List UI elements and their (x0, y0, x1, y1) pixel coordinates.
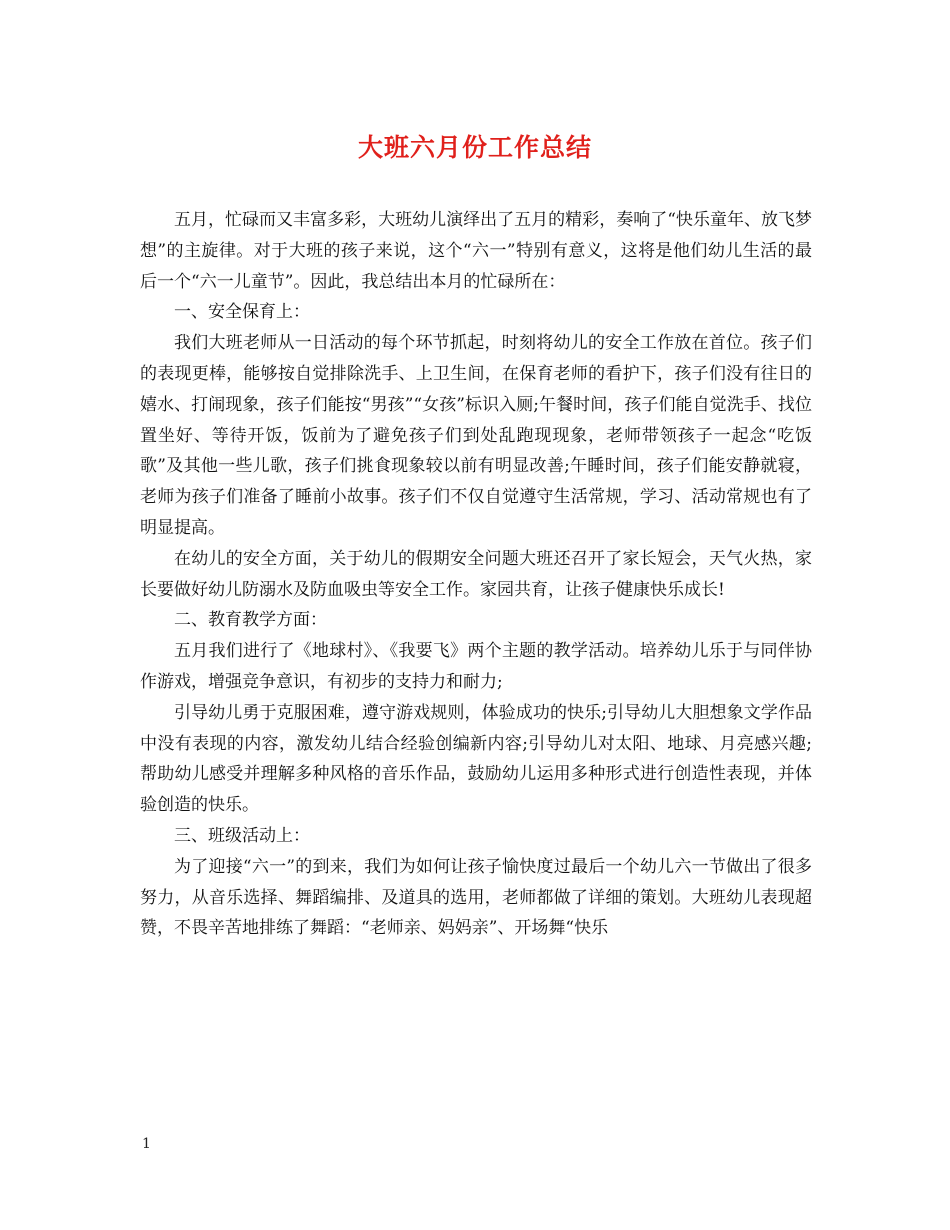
paragraph-intro: 五月，忙碌而又丰富多彩，大班幼儿演绎出了五月的精彩，奏响了“快乐童年、放飞梦想”的主旋律。对于大班的孩子来说，这个“六一”特别有意义，这将是他们幼儿生活的最后一个“六一儿童节”。因此，我总结出本月的忙碌所在： (140, 210, 812, 292)
document-body (140, 205, 812, 944)
section-heading-safety: 一、安全保育上： (174, 302, 310, 323)
paragraph-safety-holiday: 在幼儿的安全方面，关于幼儿的假期安全问题大班还召开了家长短会，天气火热，家长要做好幼儿防溺水及防血吸虫等安全工作。家园共育，让孩子健康快乐成长! (140, 548, 812, 600)
section-heading-teaching: 二、教育教学方面： (174, 610, 327, 631)
document-title: 大班六月份工作总结 (357, 133, 592, 162)
paragraph-teaching-themes: 五月我们进行了《地球村》、《我要飞》两个主题的教学活动。培养幼儿乐于与同伴协作游戏，增强竞争意识，有初步的支持力和耐力; (140, 641, 812, 692)
paragraph-activities: 为了迎接“六一”的到来，我们为如何让孩子愉快度过最后一个幼儿六一节做出了很多努力，从音乐选择、舞蹈编排、及道具的选用，老师都做了详细的策划。大班幼儿表现超赞，不畏辛苦地排练了舞蹈：“老师亲、妈妈亲”、开场舞“快乐 (140, 856, 812, 939)
paragraph-safety-daily: 我们大班老师从一日活动的每个环节抓起，时刻将幼儿的安全工作放在首位。孩子们的表现更棒，能够按自觉排除洗手、上卫生间，在保育老师的看护下，孩子们没有往日的嬉水、打闹现象，孩子们能按“男孩”“女孩”标识入厕;午餐时间，孩子们能自觉洗手、找位置坐好、等待开饭，饭前为了避免孩子们到处乱跑现现象，老师带领孩子一起念“吃饭歌”及其他一些儿歌，孩子们挑食现象较以前有明显改善;午睡时间，孩子们能安静就寝，老师为孩子们准备了睡前小故事。孩子们不仅自觉遵守生活常规，学习、活动常规也有了明显提高。 (140, 333, 812, 538)
paragraph-teaching-goals: 引导幼儿勇于克服困难，遵守游戏规则，体验成功的快乐;引导幼儿大胆想象文学作品中没有表现的内容，激发幼儿结合经验创编新内容;引导幼儿对太阳、地球、月亮感兴趣;帮助幼儿感受并理解多种风格的音乐作品，鼓励幼儿运用多种形式进行创造性表现，并体验创造的快乐。 (140, 702, 812, 816)
page-number: 1 (142, 1136, 151, 1152)
section-heading-activities: 三、班级活动上： (174, 825, 310, 846)
